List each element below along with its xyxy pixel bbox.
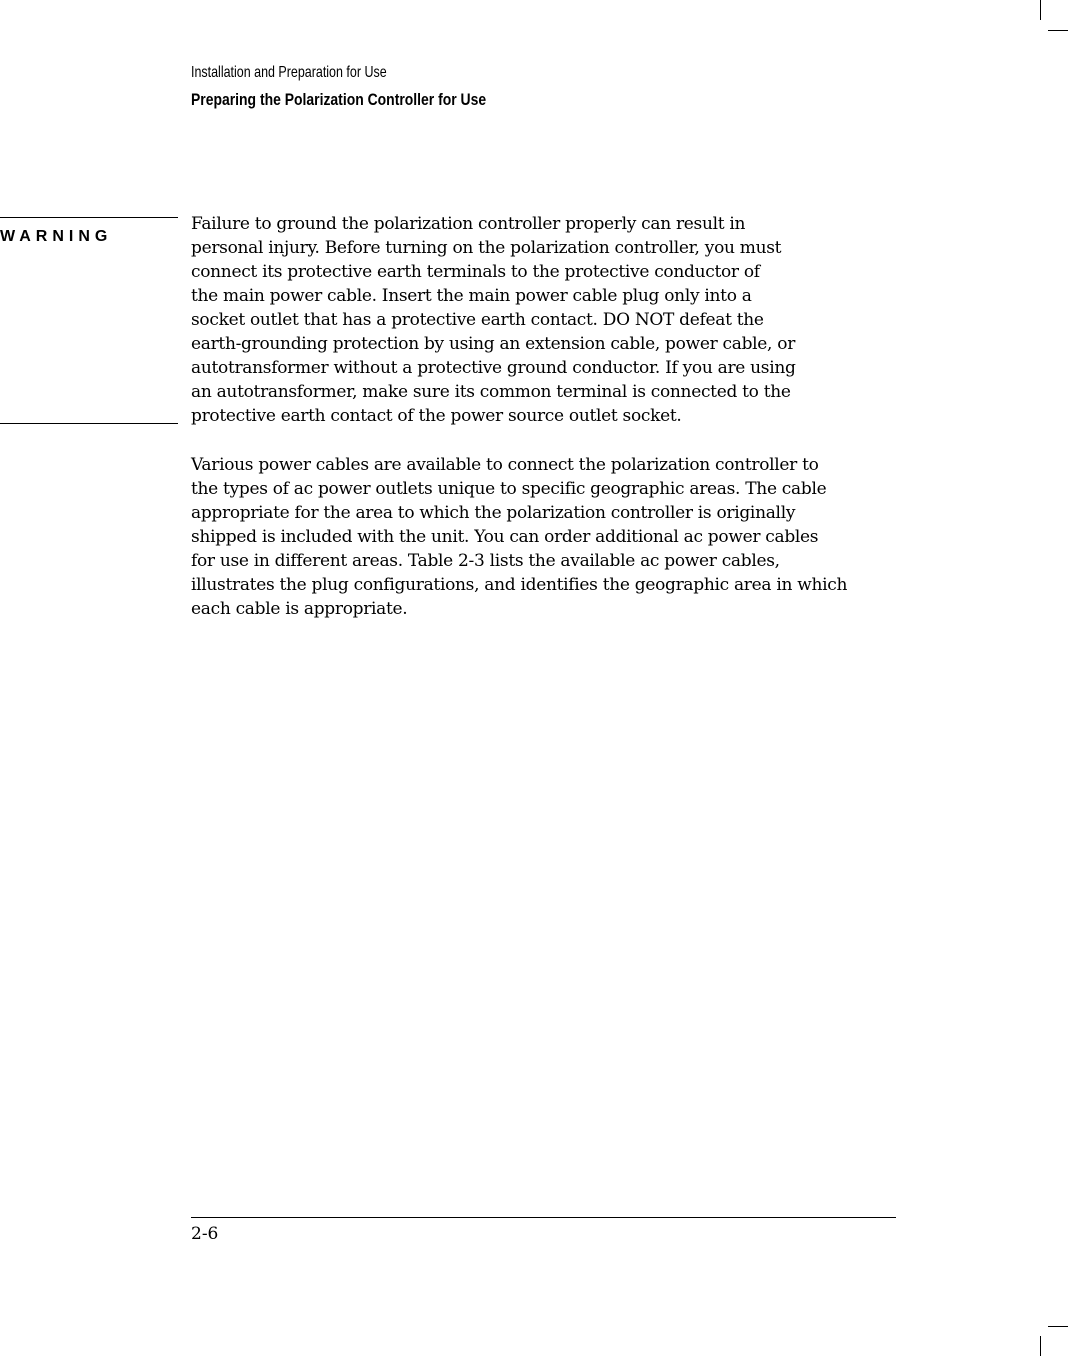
paragraph-line: Various power cables are available to connect the polarization controller to: [191, 455, 819, 475]
warning-line: earth-grounding protection by using an extension cable, power cable, or: [191, 334, 796, 354]
warning-line: Failure to ground the polarization controller properly can result in: [191, 214, 746, 234]
running-header: [191, 62, 551, 112]
paragraph-line: illustrates the plug configurations, and identifies the geographic area in which: [191, 575, 848, 595]
warning-line: the main power cable. Insert the main power cable plug only into a: [191, 286, 752, 306]
page-number: 2-6: [191, 1224, 219, 1244]
warning-text: [191, 212, 911, 428]
warning-line: connect its protective earth terminals to the protective conductor of: [191, 262, 760, 282]
warning-label: WARNING: [0, 228, 113, 245]
paragraph-line: for use in different areas. Table 2-3 lists the available ac power cables,: [191, 551, 780, 571]
paragraph-line: the types of ac power outlets unique to specific geographic areas. The cable: [191, 479, 827, 499]
warning-bottom-rule: [0, 423, 178, 424]
warning-line: protective earth contact of the power source outlet socket.: [191, 406, 682, 426]
crop-mark-top-vertical: [1040, 0, 1041, 20]
warning-line: socket outlet that has a protective earth contact. DO NOT defeat the: [191, 310, 764, 330]
crop-mark-bottom-vertical: [1040, 1336, 1041, 1356]
paragraph-line: appropriate for the area to which the polarization controller is originally: [191, 503, 796, 523]
warning-top-rule: [0, 217, 178, 218]
crop-mark-top-horizontal: [1048, 30, 1068, 31]
body-paragraph: [191, 453, 911, 621]
warning-line: autotransformer without a protective ground conductor. If you are using: [191, 358, 796, 378]
section-title: Preparing the Polarization Controller for Use: [191, 90, 487, 109]
warning-line: an autotransformer, make sure its common terminal is connected to the: [191, 382, 791, 402]
crop-mark-bottom-horizontal: [1048, 1326, 1068, 1327]
paragraph-line: each cable is appropriate.: [191, 599, 408, 619]
warning-line: personal injury. Before turning on the polarization controller, you must: [191, 238, 782, 258]
paragraph-line: shipped is included with the unit. You can order additional ac power cables: [191, 527, 819, 547]
footer-rule: [191, 1217, 896, 1218]
chapter-title: Installation and Preparation for Use: [191, 64, 387, 81]
